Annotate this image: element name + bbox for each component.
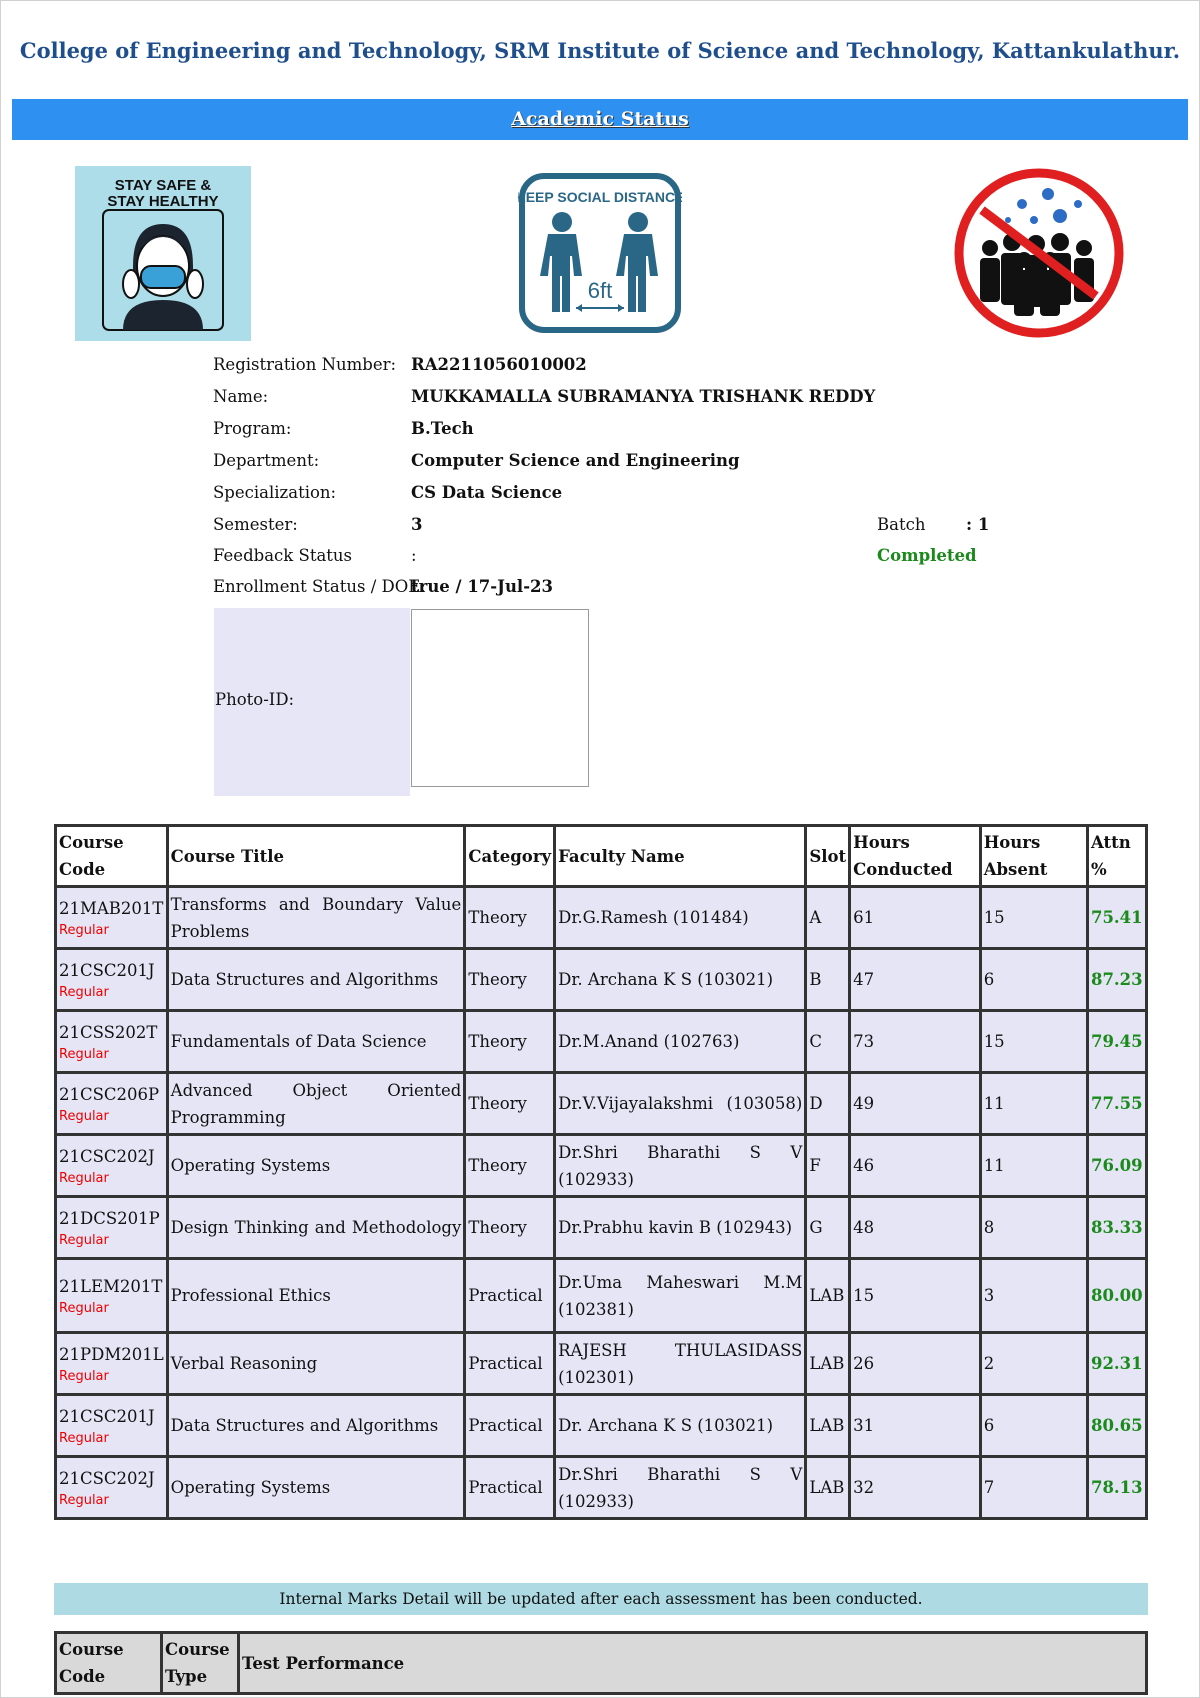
attn-percent-cell bbox=[1089, 1334, 1145, 1393]
course-code: 21LEM201T bbox=[59, 1277, 163, 1296]
department-value: Computer Science and Engineering bbox=[411, 451, 740, 470]
header-hours-absent: Hours Absent bbox=[982, 827, 1086, 885]
course-title-cell bbox=[169, 1198, 464, 1257]
hours-conducted: 46 bbox=[853, 1156, 875, 1175]
batch-label: Batch bbox=[877, 515, 926, 534]
slot-cell bbox=[807, 1136, 848, 1195]
course-title-cell bbox=[169, 1458, 464, 1517]
table-row bbox=[57, 950, 1145, 1009]
course-code-cell bbox=[57, 1334, 166, 1393]
course-code: 21DCS201P bbox=[59, 1209, 160, 1228]
hours-conducted: 73 bbox=[853, 1032, 875, 1051]
attn-percent-cell bbox=[1089, 888, 1145, 947]
faculty-name: RAJESH THULASIDASS (102301) bbox=[558, 1340, 803, 1387]
category-cell bbox=[466, 888, 553, 947]
course-code: 21CSC201J bbox=[59, 961, 155, 980]
attendance-header-row bbox=[57, 827, 1145, 885]
slot: G bbox=[809, 1218, 823, 1237]
course-title-cell bbox=[169, 1334, 464, 1393]
feedback-colon: : bbox=[411, 546, 417, 565]
hours-conducted-cell bbox=[851, 1334, 979, 1393]
hours-absent-cell bbox=[982, 1458, 1086, 1517]
attn-percent-cell bbox=[1089, 1012, 1145, 1071]
poster-distance-title: KEEP SOCIAL DISTANCE bbox=[518, 189, 682, 205]
hours-conducted: 48 bbox=[853, 1218, 875, 1237]
college-title: College of Engineering and Technology, SRM Institute of Science and Technology, Kattankulathur. bbox=[19, 38, 1181, 63]
slot: LAB bbox=[809, 1286, 845, 1305]
category-cell bbox=[466, 950, 553, 1009]
program-value: B.Tech bbox=[411, 419, 474, 438]
faculty-name: Dr.G.Ramesh (101484) bbox=[558, 908, 749, 927]
faculty-name-cell bbox=[556, 1136, 804, 1195]
hours-conducted-cell bbox=[851, 1260, 979, 1331]
social-distance-poster bbox=[518, 172, 682, 334]
attn-percent: 80.00 bbox=[1090, 1286, 1143, 1305]
header-faculty-name: Faculty Name bbox=[556, 827, 804, 885]
course-type-badge: Regular bbox=[59, 1301, 109, 1316]
hours-conducted: 49 bbox=[853, 1094, 875, 1113]
course-code: 21CSC206P bbox=[59, 1085, 160, 1104]
course-code-cell bbox=[57, 1136, 166, 1195]
poster-text-line1: STAY SAFE & bbox=[114, 177, 212, 194]
hours-conducted: 47 bbox=[853, 970, 875, 989]
photo-label: Photo-ID: bbox=[215, 690, 295, 709]
slot: LAB bbox=[809, 1416, 845, 1435]
feedback-status-value: Completed bbox=[877, 546, 977, 565]
hours-absent: 15 bbox=[983, 1032, 1005, 1051]
faculty-name: Dr. Archana K S (103021) bbox=[558, 970, 774, 989]
category-cell bbox=[466, 1136, 553, 1195]
slot-cell bbox=[807, 1334, 848, 1393]
semester-label: Semester: bbox=[213, 515, 298, 534]
hours-absent: 3 bbox=[983, 1286, 995, 1305]
internal-marks-table bbox=[54, 1631, 1148, 1695]
header-slot: Slot bbox=[807, 827, 848, 885]
hours-conducted-cell bbox=[851, 1198, 979, 1257]
slot: F bbox=[809, 1156, 821, 1175]
hours-conducted: 31 bbox=[853, 1416, 875, 1435]
photo-id-image bbox=[411, 609, 589, 787]
category: Theory bbox=[468, 1094, 527, 1113]
course-type-badge: Regular bbox=[59, 1171, 109, 1186]
hours-conducted-cell bbox=[851, 1396, 979, 1455]
faculty-name-cell bbox=[556, 888, 804, 947]
slot-cell bbox=[807, 1198, 848, 1257]
attn-percent-cell bbox=[1089, 1198, 1145, 1257]
faculty-name: Dr.V.Vijayalakshmi (103058) bbox=[558, 1094, 803, 1113]
course-type-badge: Regular bbox=[59, 1431, 109, 1446]
specialization-label: Specialization: bbox=[213, 483, 337, 502]
attn-percent-cell bbox=[1089, 1136, 1145, 1195]
marks-header-row bbox=[57, 1634, 1145, 1692]
category: Practical bbox=[468, 1286, 543, 1305]
hours-absent-cell bbox=[982, 950, 1086, 1009]
attn-percent-cell bbox=[1089, 1260, 1145, 1331]
enrollment-value: true / 17-Jul-23 bbox=[411, 577, 554, 596]
header-category: Category bbox=[466, 827, 553, 885]
attn-percent: 80.65 bbox=[1090, 1416, 1143, 1435]
course-code-cell bbox=[57, 1260, 166, 1331]
attn-percent-cell bbox=[1089, 950, 1145, 1009]
hours-absent-cell bbox=[982, 1136, 1086, 1195]
hours-absent-cell bbox=[982, 1012, 1086, 1071]
hours-absent-cell bbox=[982, 1334, 1086, 1393]
faculty-name-cell bbox=[556, 1458, 804, 1517]
academic-status-banner: Academic Status bbox=[12, 99, 1188, 140]
category-cell bbox=[466, 1198, 553, 1257]
course-type-badge: Regular bbox=[59, 1109, 109, 1124]
header-course-title: Course Title bbox=[169, 827, 464, 885]
hours-conducted-cell bbox=[851, 888, 979, 947]
slot: D bbox=[809, 1094, 823, 1113]
hours-conducted-cell bbox=[851, 1074, 979, 1133]
faculty-name: Dr.Shri Bharathi S V (102933) bbox=[558, 1142, 803, 1189]
course-type-badge: Regular bbox=[59, 1233, 109, 1248]
category: Practical bbox=[468, 1478, 543, 1497]
table-row bbox=[57, 1334, 1145, 1393]
faculty-name: Dr.M.Anand (102763) bbox=[558, 1032, 740, 1051]
course-title: Data Structures and Algorithms bbox=[170, 970, 439, 989]
marks-header-course-type: Course Type bbox=[163, 1634, 237, 1692]
batch-value: : 1 bbox=[966, 515, 990, 534]
course-title: Advanced Object Oriented Programming bbox=[170, 1080, 462, 1127]
course-title: Operating Systems bbox=[170, 1478, 331, 1497]
attn-percent-cell bbox=[1089, 1458, 1145, 1517]
name-value: MUKKAMALLA SUBRAMANYA TRISHANK REDDY bbox=[411, 387, 876, 406]
course-title: Design Thinking and Methodology bbox=[170, 1218, 462, 1237]
course-title: Professional Ethics bbox=[170, 1286, 331, 1305]
attn-percent: 87.23 bbox=[1090, 970, 1143, 989]
slot-cell bbox=[807, 1074, 848, 1133]
course-type-badge: Regular bbox=[59, 1493, 109, 1508]
attn-percent: 79.45 bbox=[1090, 1032, 1143, 1051]
feedback-label: Feedback Status bbox=[213, 546, 353, 565]
hours-conducted: 15 bbox=[853, 1286, 875, 1305]
enrollment-label: Enrollment Status / DOE: bbox=[213, 577, 426, 596]
category: Practical bbox=[468, 1354, 543, 1373]
faculty-name-cell bbox=[556, 1198, 804, 1257]
hours-absent: 11 bbox=[983, 1094, 1005, 1113]
hours-absent: 6 bbox=[983, 970, 995, 989]
category: Theory bbox=[468, 970, 527, 989]
department-label: Department: bbox=[213, 451, 320, 470]
course-title-cell bbox=[169, 1136, 464, 1195]
table-row bbox=[57, 1198, 1145, 1257]
category-cell bbox=[466, 1334, 553, 1393]
course-title: Fundamentals of Data Science bbox=[170, 1032, 427, 1051]
table-row bbox=[57, 1136, 1145, 1195]
hours-absent: 6 bbox=[983, 1416, 995, 1435]
course-type-badge: Regular bbox=[59, 923, 109, 938]
course-title-cell bbox=[169, 1012, 464, 1071]
semester-value: 3 bbox=[411, 515, 423, 534]
attn-percent: 92.31 bbox=[1090, 1354, 1143, 1373]
faculty-name-cell bbox=[556, 950, 804, 1009]
table-row bbox=[57, 1260, 1145, 1331]
slot-cell bbox=[807, 888, 848, 947]
table-row bbox=[57, 1012, 1145, 1071]
attn-percent-cell bbox=[1089, 1396, 1145, 1455]
category-cell bbox=[466, 1396, 553, 1455]
course-code-cell bbox=[57, 1012, 166, 1071]
course-title: Operating Systems bbox=[170, 1156, 331, 1175]
table-row bbox=[57, 1396, 1145, 1455]
hours-conducted-cell bbox=[851, 1458, 979, 1517]
course-code-cell bbox=[57, 950, 166, 1009]
category: Theory bbox=[468, 908, 527, 927]
name-label: Name: bbox=[213, 387, 269, 406]
course-type-badge: Regular bbox=[59, 1047, 109, 1062]
marks-header-course-code: Course Code bbox=[57, 1634, 160, 1692]
course-type-badge: Regular bbox=[59, 985, 109, 1000]
slot: A bbox=[809, 908, 822, 927]
header-course-code: Course Code bbox=[57, 827, 166, 885]
poster-distance-value: 6ft bbox=[587, 278, 613, 303]
attn-percent: 78.13 bbox=[1090, 1478, 1143, 1497]
specialization-value: CS Data Science bbox=[411, 483, 563, 502]
course-title: Data Structures and Algorithms bbox=[170, 1416, 439, 1435]
faculty-name-cell bbox=[556, 1396, 804, 1455]
hours-absent-cell bbox=[982, 1396, 1086, 1455]
course-code-cell bbox=[57, 1396, 166, 1455]
program-label: Program: bbox=[213, 419, 292, 438]
slot-cell bbox=[807, 1260, 848, 1331]
course-code: 21CSC201J bbox=[59, 1407, 155, 1426]
no-crowd-icon bbox=[950, 164, 1128, 342]
hours-absent-cell bbox=[982, 1074, 1086, 1133]
table-row bbox=[57, 888, 1145, 947]
category: Practical bbox=[468, 1416, 543, 1435]
slot-cell bbox=[807, 1458, 848, 1517]
course-code-cell bbox=[57, 888, 166, 947]
internal-marks-notice: Internal Marks Detail will be updated after each assessment has been conducted. bbox=[54, 1583, 1148, 1615]
course-title-cell bbox=[169, 1260, 464, 1331]
faculty-name-cell bbox=[556, 1334, 804, 1393]
course-code: 21CSC202J bbox=[59, 1469, 155, 1488]
course-title-cell bbox=[169, 1396, 464, 1455]
hours-absent-cell bbox=[982, 888, 1086, 947]
hours-absent-cell bbox=[982, 1198, 1086, 1257]
attn-percent: 77.55 bbox=[1090, 1094, 1143, 1113]
hours-conducted-cell bbox=[851, 950, 979, 1009]
header-hours-conducted: Hours Conducted bbox=[851, 827, 979, 885]
attn-percent: 75.41 bbox=[1090, 908, 1143, 927]
hours-absent: 7 bbox=[983, 1478, 995, 1497]
slot-cell bbox=[807, 1396, 848, 1455]
course-code-cell bbox=[57, 1198, 166, 1257]
hours-absent: 8 bbox=[983, 1218, 995, 1237]
course-title-cell bbox=[169, 1074, 464, 1133]
course-code-cell bbox=[57, 1458, 166, 1517]
attn-percent: 83.33 bbox=[1090, 1218, 1143, 1237]
category: Theory bbox=[468, 1156, 527, 1175]
table-row bbox=[57, 1458, 1145, 1517]
attn-percent-cell bbox=[1089, 1074, 1145, 1133]
poster-text-line2: STAY HEALTHY bbox=[107, 193, 219, 210]
slot: B bbox=[809, 970, 822, 989]
reg-value: RA2211056010002 bbox=[411, 355, 587, 374]
table-row bbox=[57, 1074, 1145, 1133]
faculty-name: Dr. Archana K S (103021) bbox=[558, 1416, 774, 1435]
hours-conducted: 32 bbox=[853, 1478, 875, 1497]
faculty-name: Dr.Prabhu kavin B (102943) bbox=[558, 1218, 793, 1237]
faculty-name-cell bbox=[556, 1260, 804, 1331]
slot: C bbox=[809, 1032, 822, 1051]
slot-cell bbox=[807, 950, 848, 1009]
hours-absent-cell bbox=[982, 1260, 1086, 1331]
faculty-name-cell bbox=[556, 1074, 804, 1133]
category: Theory bbox=[468, 1032, 527, 1051]
hours-conducted-cell bbox=[851, 1012, 979, 1071]
hours-absent: 11 bbox=[983, 1156, 1005, 1175]
attn-percent: 76.09 bbox=[1090, 1156, 1143, 1175]
category-cell bbox=[466, 1458, 553, 1517]
faculty-name: Dr.Uma Maheswari M.M (102381) bbox=[558, 1272, 803, 1319]
hours-conducted: 26 bbox=[853, 1354, 875, 1373]
header-attn-percent: Attn % bbox=[1089, 827, 1145, 885]
course-title-cell bbox=[169, 950, 464, 1009]
course-title: Verbal Reasoning bbox=[170, 1354, 318, 1373]
course-code: 21CSC202J bbox=[59, 1147, 155, 1166]
slot: LAB bbox=[809, 1478, 845, 1497]
hours-conducted-cell bbox=[851, 1136, 979, 1195]
category-cell bbox=[466, 1074, 553, 1133]
course-code: 21MAB201T bbox=[59, 899, 164, 918]
hours-absent: 2 bbox=[983, 1354, 995, 1373]
course-title-cell bbox=[169, 888, 464, 947]
course-code-cell bbox=[57, 1074, 166, 1133]
category: Theory bbox=[468, 1218, 527, 1237]
marks-header-test-performance: Test Performance bbox=[240, 1634, 1145, 1692]
course-code: 21PDM201L bbox=[59, 1345, 164, 1364]
hours-absent: 15 bbox=[983, 908, 1005, 927]
course-code: 21CSS202T bbox=[59, 1023, 158, 1042]
category-cell bbox=[466, 1012, 553, 1071]
reg-label: Registration Number: bbox=[213, 355, 397, 374]
hours-conducted: 61 bbox=[853, 908, 875, 927]
course-title: Transforms and Boundary Value Problems bbox=[170, 894, 462, 941]
faculty-name-cell bbox=[556, 1012, 804, 1071]
faculty-name: Dr.Shri Bharathi S V (102933) bbox=[558, 1464, 803, 1511]
category-cell bbox=[466, 1260, 553, 1331]
slot-cell bbox=[807, 1012, 848, 1071]
course-type-badge: Regular bbox=[59, 1369, 109, 1384]
slot: LAB bbox=[809, 1354, 845, 1373]
attendance-table bbox=[54, 824, 1148, 1520]
stay-safe-poster bbox=[75, 166, 251, 341]
